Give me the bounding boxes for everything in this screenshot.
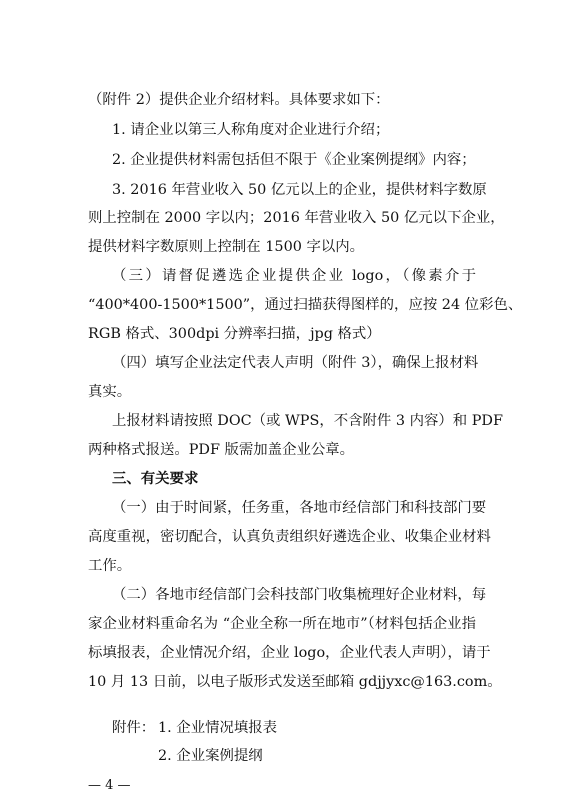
text-line: 则上控制在 2000 字以内；2016 年营业收入 50 亿元以下企业，	[88, 210, 505, 226]
text-line: 标填报表，企业情况介绍，企业 logo，企业代表人声明），请于	[88, 645, 491, 661]
attachments-label: 附件：	[112, 720, 156, 736]
page-number: — 4 —	[88, 778, 131, 793]
section-heading: 三、有关要求	[112, 470, 199, 487]
text-line: 3. 2016 年营业收入 50 亿元以上的企业，提供材料字数原	[112, 182, 487, 198]
text-line: “400*400-1500*1500”，通过扫描获得图样的，应按 24 位彩色、	[88, 297, 523, 313]
text-line: 两种格式报送。PDF 版需加盖企业公章。	[88, 442, 355, 458]
attachment-item: 2. 企业案例提纲	[158, 748, 263, 764]
text-line: （一）由于时间紧，任务重，各地市经信部门和科技部门要	[112, 500, 487, 516]
text-line: 提供材料字数原则上控制在 1500 字以内。	[88, 239, 365, 255]
text-line: RGB 格式、300dpi 分辨率扫描，jpg 格式）	[88, 326, 381, 342]
text-line: （附件 2）提供企业介绍材料。具体要求如下：	[88, 92, 390, 108]
text-line: 家企业材料重命名为 “企业全称一所在地市”（材料包括企业指	[88, 616, 476, 632]
text-line: （四）填写企业法定代表人声明（附件 3），确保上报材料	[112, 355, 479, 371]
text-line: 1. 请企业以第三人称角度对企业进行介绍；	[112, 122, 390, 138]
text-line: 2. 企业提供材料需包括但不限于《企业案例提纲》内容；	[112, 152, 476, 168]
text-line: 上报材料请按照 DOC（或 WPS，不含附件 3 内容）和 PDF	[112, 413, 503, 429]
text-line: （二）各地市经信部门会科技部门收集梳理好企业材料，每	[112, 587, 487, 603]
text-line: 真实。	[88, 384, 132, 400]
text-line: 工作。	[88, 558, 132, 574]
text-line: 10 月 13 日前，以电子版形式发送至邮箱 gdjjyxc@163.com。	[88, 674, 502, 690]
text-line: （三）请督促遴选企业提供企业 logo，（像素介于	[112, 268, 476, 284]
attachment-item: 1. 企业情况填报表	[158, 720, 278, 736]
text-line: 高度重视，密切配合，认真负责组织好遴选企业、收集企业材料	[88, 529, 491, 545]
